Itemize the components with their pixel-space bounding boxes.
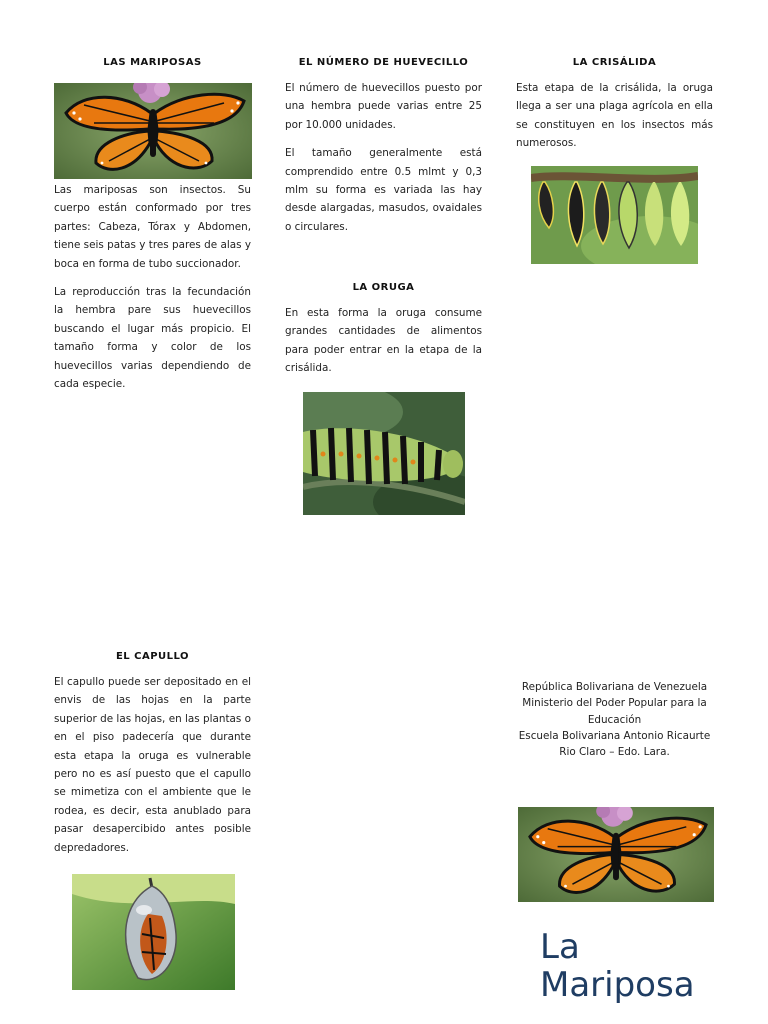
- section-mariposas: [54, 57, 251, 68]
- cocoon-photo: [72, 874, 235, 990]
- mariposas-paragraph-2: La reproducción tras la fecundación la hembra pare sus huevecillos buscando el lugar más propicio. El tamaño forma y color de los huevecillos varias dependiendo de cada especie.: [54, 286, 251, 391]
- cover-title: [540, 928, 695, 1004]
- cover-title-line-2: Mariposa: [540, 965, 695, 1005]
- text-mariposas: [54, 181, 251, 393]
- section-crisalida: [516, 57, 713, 153]
- section-capullo: [54, 651, 251, 857]
- heading-capullo: EL CAPULLO: [115, 651, 190, 662]
- heading-huevecillo: EL NÚMERO DE HUEVECILLO: [298, 57, 469, 68]
- cover-line-escuela: Escuela Bolivariana Antonio Ricaurte: [518, 729, 711, 742]
- cover-line-location: Rio Claro – Edo. Lara.: [559, 746, 670, 759]
- heading-crisalida: LA CRISÁLIDA: [572, 57, 657, 68]
- oruga-paragraph-1: En esta forma la oruga consume grandes cantidades de alimentos para poder entrar en la etapa de la crisálida.: [285, 307, 482, 375]
- crisalida-paragraph-1: Esta etapa de la crisálida, la oruga llega a ser una plaga agrícola en ella se constituyen en los insectos más numerosos.: [516, 82, 713, 150]
- cover-line-ministerio: Ministerio del Poder Popular para la Educación: [522, 697, 707, 726]
- capullo-paragraph-1: El capullo puede ser depositado en el envis de las hojas en la parte superior de las hojas, en las plantas o en el piso padecería que durante esta etapa la oruga es vulnerable pero no es así puesto que el capullo se mimetiza con el ambiente que le rodea, es decir, esta anublado para pasar desapercibido antes posible depredadores.: [54, 676, 251, 854]
- section-huevecillo: [285, 57, 482, 236]
- caterpillar-photo: [303, 392, 465, 515]
- heading-mariposas: LAS MARIPOSAS: [103, 57, 202, 68]
- section-oruga: [285, 282, 482, 378]
- chrysalis-stages-photo: [531, 166, 698, 264]
- huevecillo-paragraph-1: El número de huevecillos puesto por una hembra puede varias entre 25 por 10.000 unidades.: [285, 82, 482, 131]
- cover-institution: [516, 679, 713, 760]
- cover-title-line-1: La: [540, 927, 580, 967]
- mariposas-paragraph-1: Las mariposas son insectos. Su cuerpo están conformado por tres partes: Cabeza, Tórax y Abdomen, tiene seis patas y tres pares de alas y boca en forma de tubo succionador.: [54, 184, 251, 270]
- huevecillo-paragraph-2: El tamaño generalmente está comprendido entre 0.5 mlmt y 0,3 mlm su forma es variada las hay desde alargadas, masudos, ovaidales o circulares.: [285, 147, 482, 233]
- butterfly-photo-1: [54, 83, 252, 179]
- butterfly-photo-2: [518, 807, 714, 902]
- heading-oruga: LA ORUGA: [352, 282, 415, 293]
- cover-line-republica: República Bolivariana de Venezuela: [521, 681, 708, 693]
